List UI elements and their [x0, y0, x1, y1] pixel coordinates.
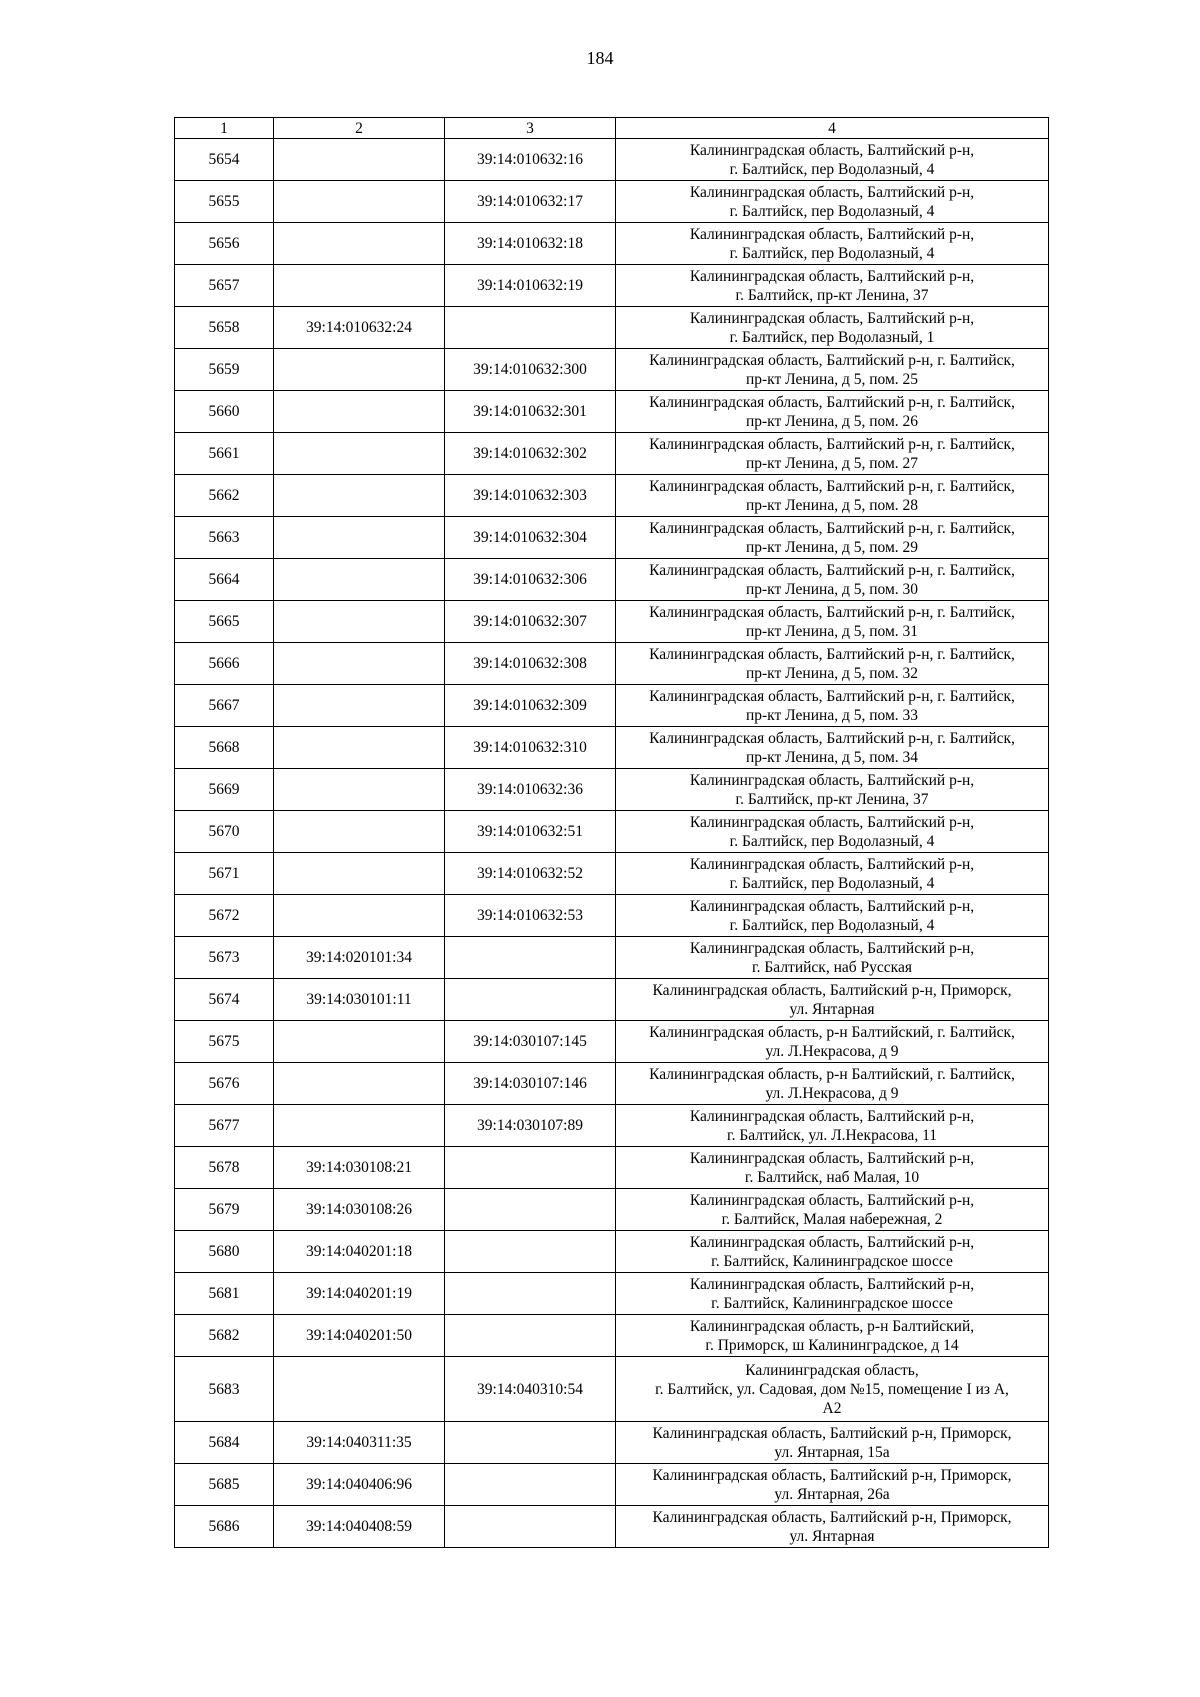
- cadastral-number-cell: [445, 307, 616, 349]
- address-line: Калининградская область, Балтийский р-н, г. Балтийск,: [649, 645, 1015, 663]
- address-line: Калининградская область,: [745, 1361, 919, 1379]
- cadastral-number-cell: 39:14:010632:306: [445, 559, 616, 601]
- row-number-cell: 5655: [175, 181, 274, 223]
- address-line: пр-кт Ленина, д 5, пом. 27: [745, 454, 919, 472]
- column-2-cell: 39:14:040406:96: [274, 1464, 445, 1506]
- row-number-cell: 5666: [175, 643, 274, 685]
- address-line: ул. Л.Некрасова, д 9: [765, 1042, 899, 1060]
- table-row: [175, 1063, 1049, 1105]
- address-line: ул. Янтарная, 26а: [774, 1485, 890, 1503]
- table-row: [175, 895, 1049, 937]
- address-line: Калининградская область, Балтийский р-н,: [689, 267, 975, 285]
- cadastral-number-cell: 39:14:010632:16: [445, 139, 616, 181]
- address-cell: [616, 1422, 1049, 1464]
- address-line: г. Балтийск, пер Водолазный, 4: [729, 916, 935, 934]
- cadastral-number-cell: 39:14:010632:17: [445, 181, 616, 223]
- row-number-cell: 5675: [175, 1021, 274, 1063]
- address-cell: [616, 1021, 1049, 1063]
- cadastral-number-cell: 39:14:040310:54: [445, 1357, 616, 1422]
- address-line: г. Балтийск, пр-кт Ленина, 37: [735, 790, 929, 808]
- address-cell: [616, 433, 1049, 475]
- column-2-cell: [274, 517, 445, 559]
- header-row: [175, 118, 1049, 139]
- address-line: Калининградская область, Балтийский р-н, г. Балтийск,: [649, 603, 1015, 621]
- row-number-cell: 5678: [175, 1147, 274, 1189]
- cadastral-number-cell: 39:14:010632:18: [445, 223, 616, 265]
- address-line: Калининградская область, Балтийский р-н,: [689, 1107, 975, 1125]
- address-line: г. Балтийск, Малая набережная, 2: [721, 1210, 943, 1228]
- column-2-cell: [274, 433, 445, 475]
- table-row: [175, 685, 1049, 727]
- address-line: Калининградская область, Балтийский р-н, г. Балтийск,: [649, 351, 1015, 369]
- table-row: [175, 1105, 1049, 1147]
- column-2-cell: [274, 349, 445, 391]
- column-2-cell: [274, 601, 445, 643]
- table-row: [175, 265, 1049, 307]
- address-line: Калининградская область, Балтийский р-н,: [689, 1191, 975, 1209]
- column-2-cell: [274, 727, 445, 769]
- table-row: [175, 223, 1049, 265]
- address-cell: [616, 1273, 1049, 1315]
- address-cell: [616, 727, 1049, 769]
- table-row: [175, 1357, 1049, 1422]
- address-line: Калининградская область, Балтийский р-н, г. Балтийск,: [649, 435, 1015, 453]
- cadastral-number-cell: 39:14:010632:307: [445, 601, 616, 643]
- address-line: г. Балтийск, ул. Л.Некрасова, 11: [726, 1126, 937, 1144]
- address-cell: [616, 349, 1049, 391]
- address-line: Калининградская область, Балтийский р-н,: [689, 225, 975, 243]
- address-cell: [616, 1105, 1049, 1147]
- table-row: [175, 1315, 1049, 1357]
- address-line: Калининградская область, Балтийский р-н,: [689, 183, 975, 201]
- table-row: [175, 391, 1049, 433]
- row-number-cell: 5669: [175, 769, 274, 811]
- address-line: Калининградская область, Балтийский р-н, г. Балтийск,: [649, 729, 1015, 747]
- column-2-cell: [274, 391, 445, 433]
- row-number-cell: 5674: [175, 979, 274, 1021]
- address-line: ул. Л.Некрасова, д 9: [765, 1084, 899, 1102]
- row-number-cell: 5673: [175, 937, 274, 979]
- row-number-cell: 5662: [175, 475, 274, 517]
- column-2-cell: [274, 1021, 445, 1063]
- address-line: пр-кт Ленина, д 5, пом. 26: [745, 412, 919, 430]
- address-line: Калининградская область, Балтийский р-н,: [689, 897, 975, 915]
- column-2-cell: [274, 223, 445, 265]
- address-line: Калининградская область, Балтийский р-н, г. Балтийск,: [649, 519, 1015, 537]
- address-line: Калининградская область, Балтийский р-н,: [689, 771, 975, 789]
- address-cell: [616, 1506, 1049, 1548]
- address-cell: [616, 769, 1049, 811]
- row-number-cell: 5672: [175, 895, 274, 937]
- column-2-cell: [274, 853, 445, 895]
- table-row: [175, 1021, 1049, 1063]
- row-number-cell: 5684: [175, 1422, 274, 1464]
- table-row: [175, 307, 1049, 349]
- row-number-cell: 5660: [175, 391, 274, 433]
- address-line: Калининградская область, Балтийский р-н, Приморск,: [652, 1466, 1012, 1484]
- cadastral-number-cell: 39:14:030107:145: [445, 1021, 616, 1063]
- table-row: [175, 349, 1049, 391]
- address-line: г. Балтийск, пер Водолазный, 4: [729, 832, 935, 850]
- column-2-cell: [274, 685, 445, 727]
- row-number-cell: 5656: [175, 223, 274, 265]
- column-2-cell: 39:14:040311:35: [274, 1422, 445, 1464]
- table-row: [175, 601, 1049, 643]
- table-row: [175, 727, 1049, 769]
- address-cell: [616, 937, 1049, 979]
- address-line: Калининградская область, Балтийский р-н,: [689, 1275, 975, 1293]
- cadastral-number-cell: 39:14:010632:19: [445, 265, 616, 307]
- cadastral-number-cell: 39:14:010632:51: [445, 811, 616, 853]
- cadastral-number-cell: [445, 1464, 616, 1506]
- address-line: г. Балтийск, пр-кт Ленина, 37: [735, 286, 929, 304]
- cadastral-number-cell: 39:14:010632:301: [445, 391, 616, 433]
- address-cell: [616, 643, 1049, 685]
- address-line: Калининградская область, Балтийский р-н, г. Балтийск,: [649, 561, 1015, 579]
- cadastral-number-cell: 39:14:010632:304: [445, 517, 616, 559]
- table-row: [175, 1273, 1049, 1315]
- address-cell: [616, 811, 1049, 853]
- column-2-cell: 39:14:010632:24: [274, 307, 445, 349]
- table-row: [175, 979, 1049, 1021]
- address-cell: [616, 307, 1049, 349]
- address-line: г. Балтийск, Калининградское шоссе: [711, 1252, 953, 1270]
- column-2-cell: [274, 643, 445, 685]
- table-row: [175, 559, 1049, 601]
- address-line: Калининградская область, Балтийский р-н,: [689, 939, 975, 957]
- address-line: г. Балтийск, пер Водолазный, 4: [729, 874, 935, 892]
- address-line: пр-кт Ленина, д 5, пом. 32: [745, 664, 919, 682]
- row-number-cell: 5665: [175, 601, 274, 643]
- column-2-cell: 39:14:040201:18: [274, 1231, 445, 1273]
- address-cell: [616, 265, 1049, 307]
- address-line: пр-кт Ленина, д 5, пом. 25: [745, 370, 919, 388]
- address-cell: [616, 1315, 1049, 1357]
- address-line: пр-кт Ленина, д 5, пом. 34: [745, 748, 919, 766]
- column-2-cell: [274, 475, 445, 517]
- table-row: [175, 181, 1049, 223]
- cadastral-number-cell: 39:14:010632:303: [445, 475, 616, 517]
- cadastral-number-cell: [445, 979, 616, 1021]
- cadastral-number-cell: 39:14:010632:36: [445, 769, 616, 811]
- address-line: Калининградская область, Балтийский р-н,: [689, 1233, 975, 1251]
- table-row: [175, 433, 1049, 475]
- address-line: Калининградская область, Балтийский р-н, Приморск,: [652, 981, 1012, 999]
- table-row: [175, 769, 1049, 811]
- address-line: пр-кт Ленина, д 5, пом. 31: [745, 622, 919, 640]
- column-header-2: 2: [274, 118, 445, 139]
- table-row: [175, 517, 1049, 559]
- table-row: [175, 475, 1049, 517]
- column-header-4: 4: [616, 118, 1049, 139]
- address-cell: [616, 181, 1049, 223]
- cadastral-number-cell: [445, 1273, 616, 1315]
- address-line: г. Приморск, ш Калининградское, д 14: [705, 1336, 959, 1354]
- table-row: [175, 853, 1049, 895]
- cadastral-number-cell: 39:14:030107:89: [445, 1105, 616, 1147]
- column-2-cell: 39:14:030101:11: [274, 979, 445, 1021]
- column-2-cell: [274, 181, 445, 223]
- row-number-cell: 5657: [175, 265, 274, 307]
- address-line: г. Балтийск, наб Малая, 10: [744, 1168, 920, 1186]
- address-cell: [616, 1189, 1049, 1231]
- registry-table: [174, 117, 1049, 1548]
- row-number-cell: 5681: [175, 1273, 274, 1315]
- table-row: [175, 1189, 1049, 1231]
- column-2-cell: [274, 811, 445, 853]
- cadastral-number-cell: [445, 1189, 616, 1231]
- column-2-cell: [274, 1063, 445, 1105]
- column-header-1: 1: [175, 118, 274, 139]
- address-line: пр-кт Ленина, д 5, пом. 29: [745, 538, 919, 556]
- address-line: Калининградская область, р-н Балтийский,: [689, 1317, 975, 1335]
- cadastral-number-cell: [445, 937, 616, 979]
- address-cell: [616, 475, 1049, 517]
- address-cell: [616, 1063, 1049, 1105]
- row-number-cell: 5667: [175, 685, 274, 727]
- address-line: Калининградская область, Балтийский р-н, Приморск,: [652, 1424, 1012, 1442]
- row-number-cell: 5685: [175, 1464, 274, 1506]
- row-number-cell: 5663: [175, 517, 274, 559]
- cadastral-number-cell: 39:14:010632:302: [445, 433, 616, 475]
- address-line: А2: [822, 1399, 842, 1417]
- cadastral-number-cell: [445, 1147, 616, 1189]
- row-number-cell: 5671: [175, 853, 274, 895]
- row-number-cell: 5679: [175, 1189, 274, 1231]
- row-number-cell: 5680: [175, 1231, 274, 1273]
- row-number-cell: 5683: [175, 1357, 274, 1422]
- address-cell: [616, 559, 1049, 601]
- address-cell: [616, 1231, 1049, 1273]
- table-header: [175, 118, 1049, 139]
- address-line: Калининградская область, Балтийский р-н,: [689, 855, 975, 873]
- address-cell: [616, 979, 1049, 1021]
- address-line: Калининградская область, Балтийский р-н,: [689, 1149, 975, 1167]
- address-cell: [616, 1147, 1049, 1189]
- column-2-cell: [274, 895, 445, 937]
- column-2-cell: 39:14:040408:59: [274, 1506, 445, 1548]
- address-line: г. Балтийск, пер Водолазный, 4: [729, 160, 935, 178]
- address-line: пр-кт Ленина, д 5, пом. 30: [745, 580, 919, 598]
- address-line: г. Балтийск, ул. Садовая, дом №15, помещение I из А,: [655, 1380, 1009, 1398]
- address-line: Калининградская область, Балтийский р-н,: [689, 309, 975, 327]
- cadastral-number-cell: 39:14:010632:309: [445, 685, 616, 727]
- address-cell: [616, 853, 1049, 895]
- table-body: [175, 139, 1049, 1548]
- address-line: пр-кт Ленина, д 5, пом. 28: [745, 496, 919, 514]
- column-2-cell: 39:14:040201:50: [274, 1315, 445, 1357]
- row-number-cell: 5682: [175, 1315, 274, 1357]
- address-cell: [616, 517, 1049, 559]
- table-row: [175, 811, 1049, 853]
- address-line: пр-кт Ленина, д 5, пом. 33: [745, 706, 919, 724]
- row-number-cell: 5686: [175, 1506, 274, 1548]
- address-line: г. Балтийск, наб Русская: [752, 958, 912, 976]
- address-cell: [616, 139, 1049, 181]
- address-line: Калининградская область, р-н Балтийский, г. Балтийск,: [649, 1023, 1015, 1041]
- address-line: Калининградская область, Балтийский р-н,: [689, 813, 975, 831]
- address-cell: [616, 895, 1049, 937]
- row-number-cell: 5676: [175, 1063, 274, 1105]
- cadastral-number-cell: [445, 1422, 616, 1464]
- row-number-cell: 5668: [175, 727, 274, 769]
- address-line: Калининградская область, р-н Балтийский, г. Балтийск,: [649, 1065, 1015, 1083]
- address-cell: [616, 391, 1049, 433]
- address-line: Калининградская область, Балтийский р-н, г. Балтийск,: [649, 477, 1015, 495]
- address-line: г. Балтийск, пер Водолазный, 4: [729, 244, 935, 262]
- column-2-cell: [274, 1357, 445, 1422]
- address-cell: [616, 1357, 1049, 1422]
- table-row: [175, 1464, 1049, 1506]
- address-cell: [616, 1464, 1049, 1506]
- address-line: Калининградская область, Балтийский р-н,: [689, 141, 975, 159]
- address-line: г. Балтийск, Калининградское шоссе: [711, 1294, 953, 1312]
- column-2-cell: [274, 559, 445, 601]
- row-number-cell: 5670: [175, 811, 274, 853]
- address-line: г. Балтийск, пер Водолазный, 4: [729, 202, 935, 220]
- column-2-cell: [274, 1105, 445, 1147]
- row-number-cell: 5658: [175, 307, 274, 349]
- table-row: [175, 1506, 1049, 1548]
- column-header-3: 3: [445, 118, 616, 139]
- cadastral-number-cell: [445, 1506, 616, 1548]
- column-2-cell: [274, 769, 445, 811]
- address-line: ул. Янтарная: [789, 1527, 875, 1545]
- table-row: [175, 1147, 1049, 1189]
- table-row: [175, 643, 1049, 685]
- table-row: [175, 139, 1049, 181]
- row-number-cell: 5661: [175, 433, 274, 475]
- cadastral-number-cell: [445, 1231, 616, 1273]
- address-cell: [616, 601, 1049, 643]
- address-cell: [616, 685, 1049, 727]
- address-line: Калининградская область, Балтийский р-н, г. Балтийск,: [649, 687, 1015, 705]
- column-2-cell: [274, 139, 445, 181]
- address-line: ул. Янтарная, 15а: [774, 1443, 890, 1461]
- row-number-cell: 5664: [175, 559, 274, 601]
- column-2-cell: 39:14:040201:19: [274, 1273, 445, 1315]
- row-number-cell: 5654: [175, 139, 274, 181]
- address-line: ул. Янтарная: [789, 1000, 875, 1018]
- cadastral-number-cell: 39:14:010632:310: [445, 727, 616, 769]
- table-row: [175, 937, 1049, 979]
- address-line: Калининградская область, Балтийский р-н, г. Балтийск,: [649, 393, 1015, 411]
- column-2-cell: 39:14:030108:26: [274, 1189, 445, 1231]
- address-line: Калининградская область, Балтийский р-н, Приморск,: [652, 1508, 1012, 1526]
- address-cell: [616, 223, 1049, 265]
- column-2-cell: [274, 265, 445, 307]
- cadastral-number-cell: 39:14:030107:146: [445, 1063, 616, 1105]
- table-row: [175, 1231, 1049, 1273]
- cadastral-number-cell: 39:14:010632:308: [445, 643, 616, 685]
- column-2-cell: 39:14:030108:21: [274, 1147, 445, 1189]
- cadastral-number-cell: [445, 1315, 616, 1357]
- table-row: [175, 1422, 1049, 1464]
- column-2-cell: 39:14:020101:34: [274, 937, 445, 979]
- address-line: г. Балтийск, пер Водолазный, 1: [729, 328, 935, 346]
- row-number-cell: 5659: [175, 349, 274, 391]
- cadastral-number-cell: 39:14:010632:300: [445, 349, 616, 391]
- cadastral-number-cell: 39:14:010632:53: [445, 895, 616, 937]
- cadastral-number-cell: 39:14:010632:52: [445, 853, 616, 895]
- row-number-cell: 5677: [175, 1105, 274, 1147]
- page-number: 184: [586, 48, 614, 68]
